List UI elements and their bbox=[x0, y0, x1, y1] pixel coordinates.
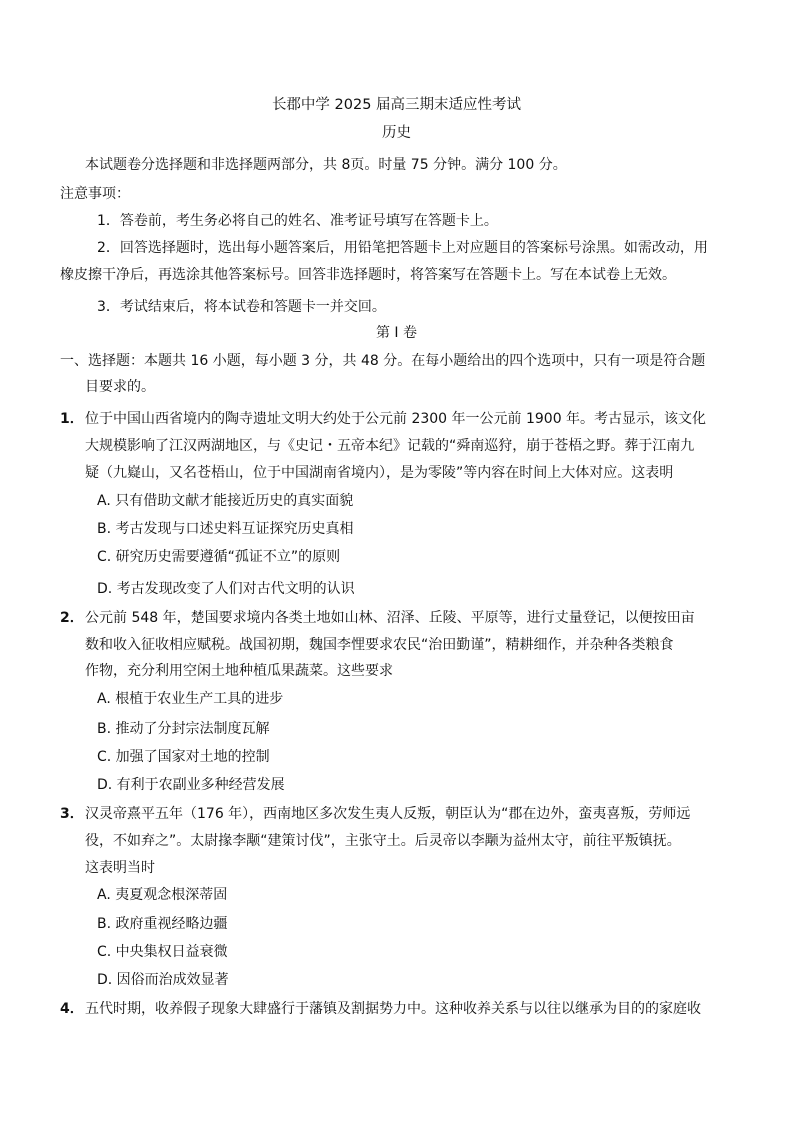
question-text-line: 公元前 548 年，楚国要求境内各类土地如山林、沼泽、丘陵、平原等，进行丈量登记，以便按田亩 bbox=[85, 610, 695, 626]
option-b: B. 政府重视经略边疆 bbox=[97, 916, 228, 932]
section-heading-line-1: 一、选择题：本题共 16 小题，每小题 3 分，共 48 分。在每小题给出的四个选项中，只有一项是符合题 bbox=[60, 353, 706, 369]
question-text-line: 汉灵帝熹平五年（176 年），西南地区多次发生夷人反叛，朝臣认为“郡在边外，蛮夷喜叛，劳师远 bbox=[85, 806, 691, 822]
option-b: B. 推动了分封宗法制度瓦解 bbox=[97, 721, 270, 737]
question-text-line: 作物，充分利用空闲土地种植瓜果蔬菜。这些要求 bbox=[85, 663, 393, 679]
question-number: 3． bbox=[60, 806, 84, 822]
section-heading-line-2: 目要求的。 bbox=[85, 379, 155, 395]
note-1: 1．答卷前，考生务必将自己的姓名、准考证号填写在答题卡上。 bbox=[97, 213, 498, 229]
question-number: 4． bbox=[60, 1001, 84, 1017]
note-3: 3．考试结束后，将本试卷和答题卡一并交回。 bbox=[97, 299, 386, 315]
note-2-line-1: 2．回答选择题时，选出每小题答案后，用铅笔把答题卡上对应题目的答案标号涂黑。如需改动，用 bbox=[97, 240, 708, 256]
question-text-line: 大规模影响了江汉两湖地区，与《史记・五帝本纪》记载的“舜南巡狩，崩于苍梧之野。葬于江南九 bbox=[85, 438, 695, 454]
option-c: C. 中央集权日益衰微 bbox=[97, 944, 228, 960]
question-number: 1． bbox=[60, 411, 84, 427]
volume-heading: 第 I 卷 bbox=[375, 325, 418, 341]
question-text-line: 位于中国山西省境内的陶寺遗址文明大约处于公元前 2300 年一公元前 1900 年。考古显示，该文化 bbox=[85, 411, 707, 427]
notes-heading: 注意事项： bbox=[60, 186, 130, 202]
option-a: A. 夷夏观念根深蒂固 bbox=[97, 887, 228, 903]
subject-title: 历史 bbox=[382, 125, 411, 141]
option-d: D. 考古发现改变了人们对古代文明的认识 bbox=[97, 581, 355, 597]
intro-text: 本试题卷分选择题和非选择题两部分，共 8页。时量 75 分钟。满分 100 分。 bbox=[85, 157, 567, 173]
question-text-line: 疑（九嶷山，又名苍梧山，位于中国湖南省境内），是为零陵”等内容在时间上大体对应。这表明 bbox=[85, 465, 674, 481]
question-text-line: 役，不如弃之”。太尉掾李颙“建策讨伐”，主张守土。后灵帝以李颙为益州太守，前往平叛镇抚。 bbox=[85, 833, 681, 849]
option-c: C. 加强了国家对土地的控制 bbox=[97, 749, 270, 765]
question-text-line: 数和收入征收相应赋税。战国初期，魏国李悝要求农民“治田勤谨”，精耕细作，并杂种各类粮食 bbox=[85, 637, 674, 653]
option-c: C. 研究历史需要遵循“孤证不立”的原则 bbox=[97, 549, 341, 565]
question-number: 2． bbox=[60, 610, 84, 626]
option-a: A. 根植于农业生产工具的进步 bbox=[97, 691, 284, 707]
option-b: B. 考古发现与口述史料互证探究历史真相 bbox=[97, 521, 354, 537]
question-text-line: 五代时期，收养假子现象大肆盛行于藩镇及割据势力中。这种收养关系与以往以继承为目的的家庭收 bbox=[85, 1001, 701, 1017]
option-d: D. 因俗而治成效显著 bbox=[97, 972, 229, 988]
question-text-line: 这表明当时 bbox=[85, 860, 155, 876]
exam-title: 长郡中学 2025 届高三期末适应性考试 bbox=[271, 97, 522, 113]
note-2-line-2: 橡皮擦干净后，再选涂其他答案标号。回答非选择题时，将答案写在答题卡上。写在本试卷上无效。 bbox=[60, 267, 676, 283]
option-a: A. 只有借助文献才能接近历史的真实面貌 bbox=[97, 493, 354, 509]
option-d: D. 有利于农副业多种经营发展 bbox=[97, 777, 285, 793]
